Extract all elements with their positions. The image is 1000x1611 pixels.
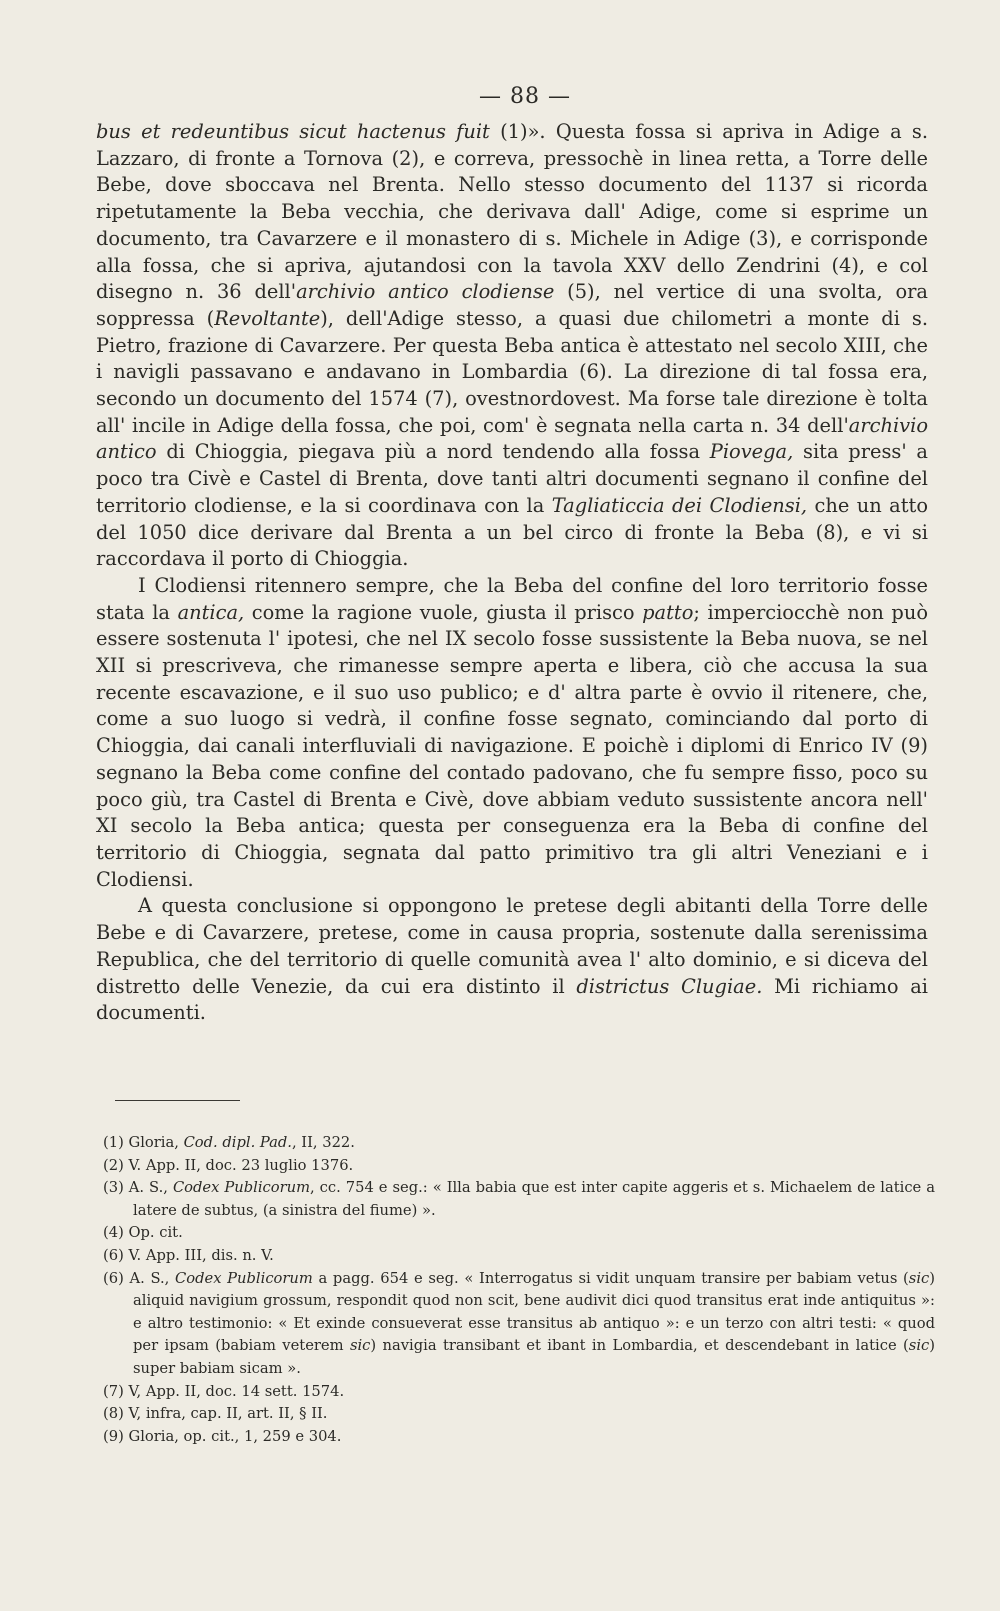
text-run: ; imperciocchè non può essere sostenuta l' ipotesi, che nel IX secolo fosse sussistente la Beba nuova, se nel XII si prescriveva, che rimanesse sempre aperta e libera, ciò che accusa la sua recente escavazione, e il suo uso publico; e d' altra parte è ovvio il ritenere, che, come a suo luogo si vedrà, il confine fosse segnato, cominciando dal porto di Chioggia, dai canali interfluviali di navigazione. E poichè i diplomi di Enrico IV (9) segnano la Beba come confine del contado padovano, che fu sempre fisso, poco su poco giù, tra Castel di Brenta e Civè, dove abbiam veduto sussistente ancora nell' XI secolo la Beba antica; questa per conseguenza era la Beba di confine del territorio di Chioggia, segnata dal patto primitivo tra gli altri Veneziani e i Clodiensi.: [96, 600, 929, 891]
footnote: [103, 1222, 935, 1245]
footnote-divider: [115, 1100, 240, 1101]
text-run: (1)». Questa fossa si apriva in Adige a s. Lazzaro, di fronte a Tornova (2), e correva, pressochè in linea retta, a Torre delle Bebe, dove sboccava nel Brenta. Nello stesso documento del 1137 si ricorda ripetutamente la Beba vecchia, che derivava dall' Adige, come si esprime un documento, tra Cavarzere e il monastero di s. Michele in Adige (3), e corrisponde alla fossa, che si apriva, ajutandosi con la tavola XXV dello Zendrini (4), e col disegno n. 36 dell': [96, 120, 929, 304]
text-run: , cc. 754 e seg.: « Illa babia que est inter capite aggeris et s. Michaelem de latice a latere de subtus, (a sinistra del fiume) ».: [133, 1179, 935, 1219]
paragraph: [96, 893, 928, 1027]
text-run: , II, 322.: [291, 1134, 355, 1151]
footnote: [103, 1403, 935, 1426]
italic-text: antica,: [177, 600, 245, 624]
italic-text: Piovega,: [709, 440, 794, 464]
text-run: Mi richiamo ai documenti.: [96, 974, 928, 1025]
footnote: [103, 1132, 935, 1155]
italic-text: Cod. dipl. Pad.: [183, 1134, 292, 1151]
text-run: A questa conclusione si oppongono le pretese degli abitanti della Torre delle Bebe e di Cavarzere, pretese, come in causa propria, sostenute dalla serenissima Republica, che del territorio di quelle comunità avea l' alto dominio, e si diceva del distretto delle Venezie, da cui era distinto il: [96, 894, 928, 998]
text-run: I Clodiensi ritennero sempre, che la Beba del confine del loro territorio fosse stata la: [96, 573, 928, 624]
paragraph: [96, 119, 928, 573]
text-run: di Chioggia, piegava più a nord tendendo alla fossa: [156, 440, 710, 464]
italic-text: sic: [349, 1337, 371, 1355]
main-text: [96, 119, 928, 1027]
text-run: a pagg. 654 e seg. « Interrogatus si vidit unquam transire per babiam vetus (: [312, 1269, 909, 1287]
text-run: (6) A. S.,: [103, 1269, 176, 1287]
text-run: (1) Gloria,: [103, 1134, 184, 1151]
italic-text: Codex Publicorum: [172, 1179, 310, 1197]
italic-text: archivio antico: [96, 413, 928, 464]
footnote: [103, 1155, 935, 1178]
text-run: (6) V. App. III, dis. n. V.: [103, 1246, 274, 1264]
footnote: [103, 1381, 935, 1404]
footnote: [103, 1245, 935, 1268]
text-run: (2) V. App. II, doc. 23 luglio 1376.: [103, 1156, 354, 1174]
page-number: — 88 —: [479, 84, 571, 109]
footnote: [103, 1177, 935, 1222]
italic-text: patto: [642, 600, 694, 624]
footnote: [103, 1426, 935, 1449]
text-run: (7) V, App. II, doc. 14 sett. 1574.: [103, 1382, 345, 1400]
text-run: ), dell'Adige stesso, a quasi due chilometri a monte di s. Pietro, frazione di Cavarzere. Per questa Beba antica è attestato nel secolo XIII, che i navigli passavano e andavano in Lombardia (6). La direzione di tal fossa era, secondo un documento del 1574 (7), ovestnordovest. Ma forse tale direzione è tolta all' incile in Adige della fossa, che poi, com' è segnata nella carta n. 34 dell': [96, 306, 928, 437]
text-run: ) super babiam sicam ».: [133, 1337, 935, 1377]
footnote: [103, 1268, 935, 1381]
text-run: (4) Op. cit.: [103, 1224, 183, 1242]
italic-text: Tagliaticcia dei Clodiensi,: [551, 493, 808, 517]
text-run: sita press' a poco tra Civè e Castel di Brenta, dove tanti altri documenti segnano il confine del territorio clodiense, e la si coordinava con la: [96, 440, 928, 517]
paragraph: [96, 573, 928, 893]
text-run: ) aliquid navigium grossum, respondit quod non scit, bene audivit dici quod transitus erat inde antiquitus »: e altro testimonio: « Et exinde consueverat esse transitus ab antiquo »: e un terzo con altri testi: « quod per ipsam (babiam veterem: [133, 1269, 935, 1355]
footnotes: [103, 1132, 935, 1448]
italic-text: Revoltante: [214, 306, 321, 330]
text-run: che un atto del 1050 dice derivare dal Brenta a un bel circo di fronte la Beba (8), e vi si raccordava il porto di Chioggia.: [96, 493, 928, 571]
italic-text: archivio antico clodiense: [296, 280, 555, 304]
text-run: (5), nel vertice di una svolta, ora soppressa (: [96, 280, 928, 330]
text-run: come la ragione vuole, giusta il prisco: [244, 600, 643, 624]
text-run: ) navigia transibant et ibant in Lombardia, et descendebant in latice (: [370, 1337, 909, 1355]
italic-text: sic: [908, 1269, 930, 1287]
italic-text: districtus Clugiae.: [576, 974, 763, 998]
text-run: (8) V, infra, cap. II, art. II, § II.: [103, 1405, 328, 1423]
text-run: (9) Gloria, op. cit., 1, 259 e 304.: [103, 1427, 342, 1445]
italic-text: Codex Publicorum: [175, 1269, 313, 1287]
italic-text: sic: [908, 1337, 930, 1355]
italic-text: bus et redeuntibus sicut hactenus fuit: [96, 120, 490, 143]
text-run: (3) A. S.,: [103, 1179, 173, 1197]
